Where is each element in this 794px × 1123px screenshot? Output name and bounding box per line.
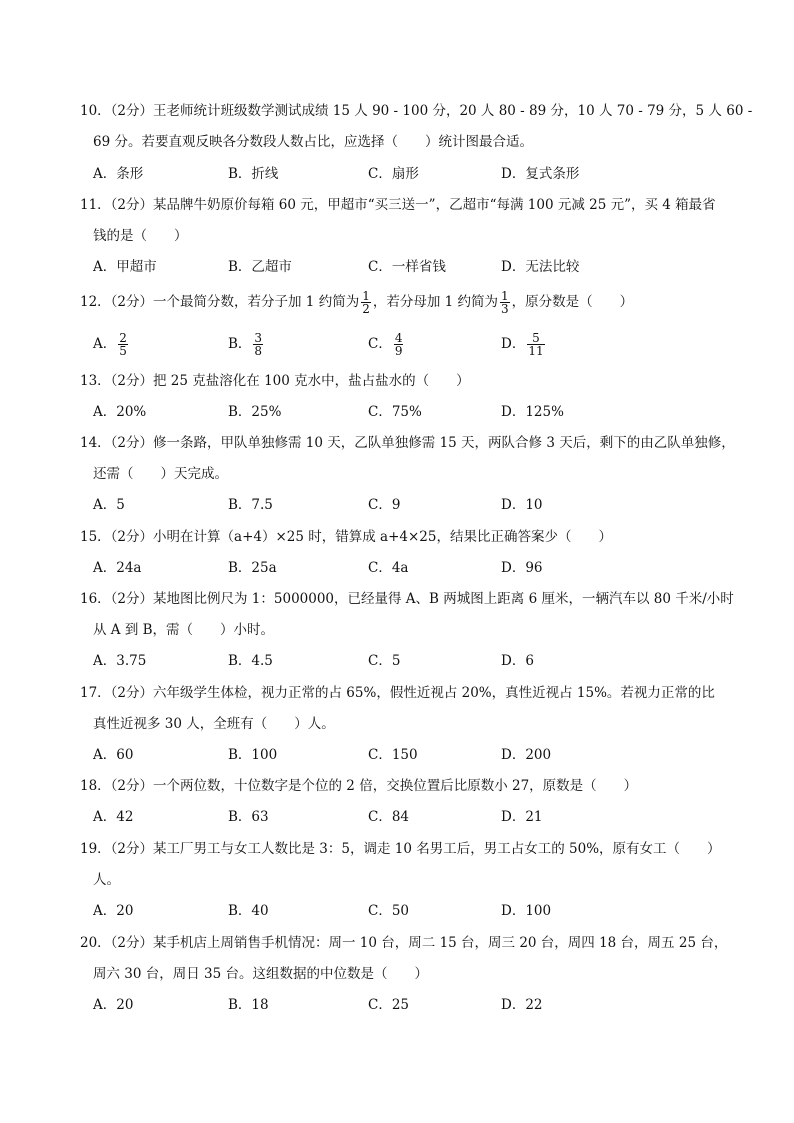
option-a[interactable]: A．60 (93, 747, 134, 763)
fraction-one-half: $\frac{1}{2}$ (362, 289, 370, 316)
option-b[interactable]: B．25a (228, 560, 277, 576)
question-14-options (93, 495, 693, 523)
question-16-options (93, 651, 693, 679)
question-12-options (93, 326, 693, 362)
question-16-line-1: 16．（2分）某地图比例尺为 1：5000000，已经量得 A、B 两城图上距离 6 厘米，一辆汽车以 80 千米/小时 (80, 591, 734, 607)
question-17-line-2: 真性近视多 30 人，全班有（ ）人。 (93, 716, 335, 732)
option-d[interactable]: D．6 (501, 653, 534, 669)
question-10-line-1: 10．（2分）王老师统计班级数学测试成绩 15 人 90 - 100 分，20 人 80 - 89 分，10 人 70 - 79 分，5 人 60 - (80, 103, 753, 119)
option-c[interactable]: C．4a (368, 560, 409, 576)
question-19-options (93, 901, 693, 929)
option-b[interactable]: B．25% (228, 404, 282, 420)
question-15-line-1: 15．（2分）小明在计算（a+4）×25 时，错算成 a+4×25，结果比正确答案少（ ） (80, 529, 612, 545)
question-12-line-1 (80, 284, 633, 320)
question-20-line-1: 20．（2分）某手机店上周销售手机情况：周一 10 台，周二 15 台，周三 20 台，周四 18 台，周五 25 台， (80, 935, 728, 951)
q12-mid: ，若分母加 1 约简为 (372, 294, 499, 310)
option-c[interactable]: C．9 (368, 497, 401, 513)
question-11-line-1: 11．（2分）某品牌牛奶原价每箱 60 元，甲超市“买三送一”，乙超市“每满 100 元减 25 元”，买 4 箱最省 (80, 197, 716, 213)
option-b[interactable]: B．18 (228, 997, 269, 1013)
option-b[interactable]: B．63 (228, 809, 269, 825)
question-13-line-1: 13．（2分）把 25 克盐溶化在 100 克水中，盐占盐水的（ ） (80, 373, 470, 389)
option-d[interactable]: D．125% (501, 404, 564, 420)
question-16-line-2: 从 A 到 B，需（ ）小时。 (93, 622, 275, 638)
option-d[interactable]: D．复式条形 (501, 166, 580, 182)
question-14-line-2: 还需（ ）天完成。 (93, 466, 228, 482)
option-d[interactable]: D．96 (501, 560, 543, 576)
option-b[interactable]: B．100 (228, 747, 278, 763)
option-d[interactable]: D． $\frac{5}{11}$ (501, 331, 544, 358)
option-c[interactable]: C．扇形 (368, 166, 419, 182)
question-17-line-1: 17．（2分）六年级学生体检，视力正常的占 65%，假性近视占 20%，真性近视占 15%。若视力正常的比 (80, 685, 715, 701)
question-18-line-1: 18．（2分）一个两位数，十位数字是个位的 2 倍，交换位置后比原数小 27，原数是（ ） (80, 778, 638, 794)
option-c[interactable]: C．84 (368, 809, 410, 825)
option-d[interactable]: D．22 (501, 997, 543, 1013)
question-20-line-2: 周六 30 台，周日 35 台。这组数据的中位数是（ ） (93, 966, 429, 982)
question-19-line-2: 人。 (93, 872, 120, 888)
option-a[interactable]: A．3.75 (93, 653, 147, 669)
option-a[interactable]: A． $\frac{2}{5}$ (93, 331, 127, 358)
option-d[interactable]: D．200 (501, 747, 552, 763)
option-b[interactable]: B．40 (228, 903, 269, 919)
option-b[interactable]: B．乙超市 (228, 259, 292, 275)
option-a[interactable]: A．条形 (93, 166, 144, 182)
question-10-line-2: 69 分。若要直观反映各分数段人数占比，应选择（ ）统计图最合适。 (93, 134, 533, 150)
question-13-options (93, 402, 693, 430)
option-b[interactable]: B．折线 (228, 166, 279, 182)
option-c[interactable]: C．75% (368, 404, 422, 420)
option-a[interactable]: A．5 (93, 497, 125, 513)
option-d[interactable]: D．无法比较 (501, 259, 580, 275)
question-18-options (93, 807, 693, 835)
option-d[interactable]: D．21 (501, 809, 543, 825)
option-b[interactable]: B．4.5 (228, 653, 273, 669)
question-17-options (93, 745, 693, 773)
q12-suffix: ，原分数是（ ） (511, 294, 634, 310)
question-11-options (93, 257, 693, 285)
question-20-options (93, 995, 693, 1023)
question-10-options (93, 164, 693, 192)
option-d[interactable]: D．10 (501, 497, 543, 513)
option-a[interactable]: A．20% (93, 404, 147, 420)
option-a[interactable]: A．42 (93, 809, 134, 825)
question-15-options (93, 558, 693, 586)
option-d[interactable]: D．100 (501, 903, 552, 919)
option-c[interactable]: C． $\frac{4}{9}$ (368, 331, 403, 358)
option-c[interactable]: C．150 (368, 747, 418, 763)
option-c[interactable]: C．25 (368, 997, 410, 1013)
option-c[interactable]: C．5 (368, 653, 401, 669)
option-a[interactable]: A．24a (93, 560, 142, 576)
option-a[interactable]: A．甲超市 (93, 259, 157, 275)
q12-prefix: 12．（2分）一个最简分数，若分子加 1 约简为 (80, 294, 360, 310)
option-b[interactable]: B．7.5 (228, 497, 273, 513)
option-a[interactable]: A．20 (93, 903, 134, 919)
option-b[interactable]: B． $\frac{3}{8}$ (228, 331, 263, 358)
option-c[interactable]: C．50 (368, 903, 410, 919)
fraction-one-third: $\frac{1}{3}$ (501, 289, 509, 316)
question-11-line-2: 钱的是（ ） (93, 228, 188, 244)
question-14-line-1: 14．（2分）修一条路，甲队单独修需 10 天，乙队单独修需 15 天，两队合修 3 天后，剩下的由乙队单独修， (80, 435, 735, 451)
option-c[interactable]: C．一样省钱 (368, 259, 446, 275)
question-19-line-1: 19．（2分）某工厂男工与女工人数比是 3：5，调走 10 名男工后，男工占女工的 50%，原有女工（ ） (80, 841, 721, 857)
option-a[interactable]: A．20 (93, 997, 134, 1013)
